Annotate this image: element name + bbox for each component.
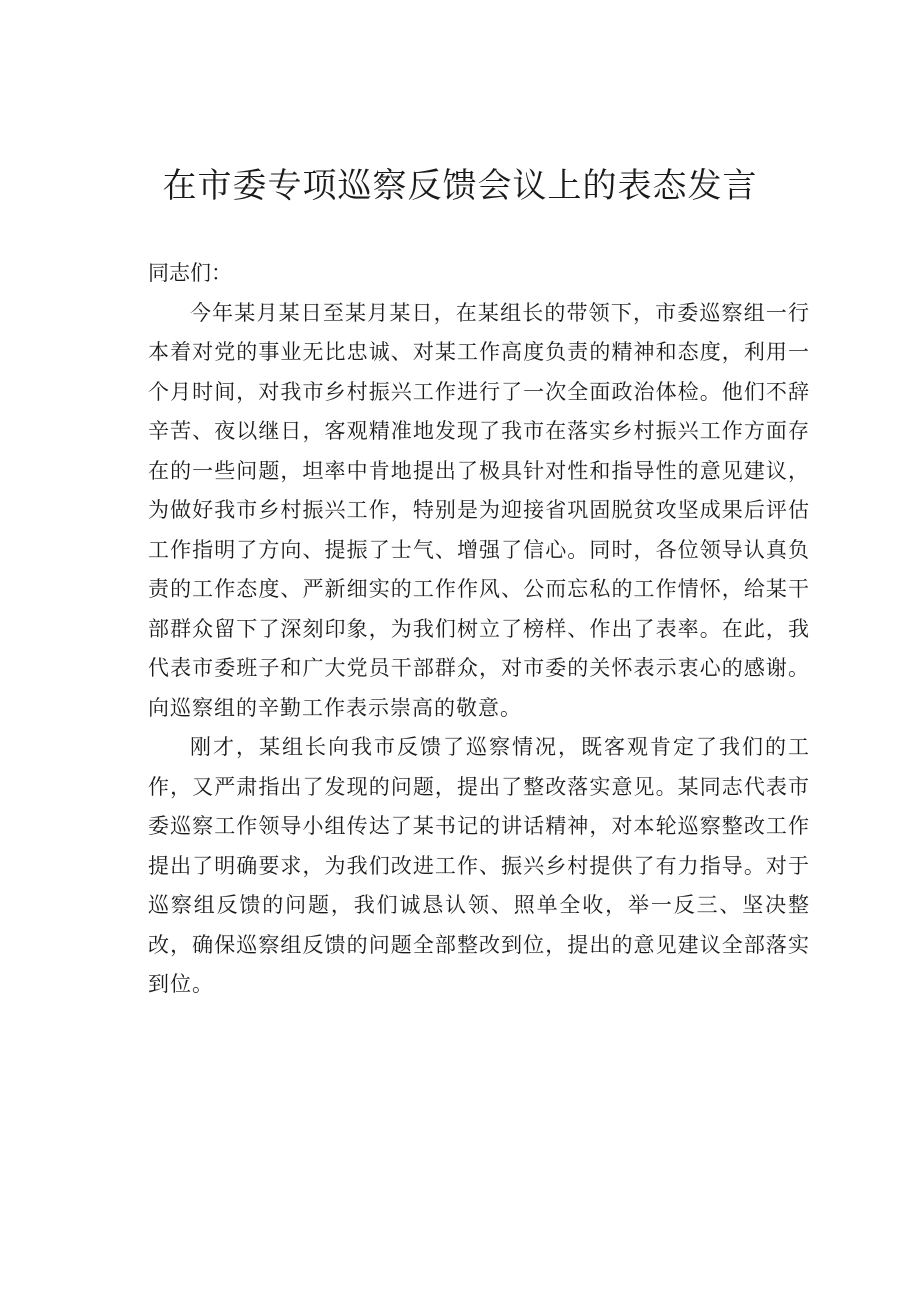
paragraph-1: 今年某月某日至某月某日，在某组长的带领下，市委巡察组一行本着对党的事业无比忠诚、对某工作高度负责的精神和态度，利用一个月时间，对我市乡村振兴工作进行了一次全面政治体检。他们不辞辛苦、夜以继日，客观精准地发现了我市在落实乡村振兴工作方面存在的一些问题，坦率中肯地提出了极具针对性和指导性的意见建议，为做好我市乡村振兴工作，特别是为迎接省巩固脱贫攻坚成果后评估工作指明了方向、提振了士气、增强了信心。同时，各位领导认真负责的工作态度、严新细实的工作作风、公而忘私的工作情怀，给某干部群众留下了深刻印象，为我们树立了榜样、作出了表率。在此，我代表市委班子和广大党员干部群众，对市委的关怀表示衷心的感谢。向巡察组的辛勤工作表示崇高的敬意。 xyxy=(148,300,810,720)
paragraph-2: 刚才，某组长向我市反馈了巡察情况，既客观肯定了我们的工作，又严肃指出了发现的问题，提出了整改落实意见。某同志代表市委巡察工作领导小组传达了某书记的讲话精神，对本轮巡察整改工作提出了明确要求，为我们改进工作、振兴乡村提供了有力指导。对于巡察组反馈的问题，我们诚恳认领、照单全收，举一反三、坚决整改，确保巡察组反馈的问题全部整改到位，提出的意见建议全部落实到位。 xyxy=(148,735,810,996)
salutation: 同志们： xyxy=(148,261,232,285)
document-title: 在市委专项巡察反馈会议上的表态发言 xyxy=(162,166,758,206)
document-body xyxy=(148,254,810,1005)
